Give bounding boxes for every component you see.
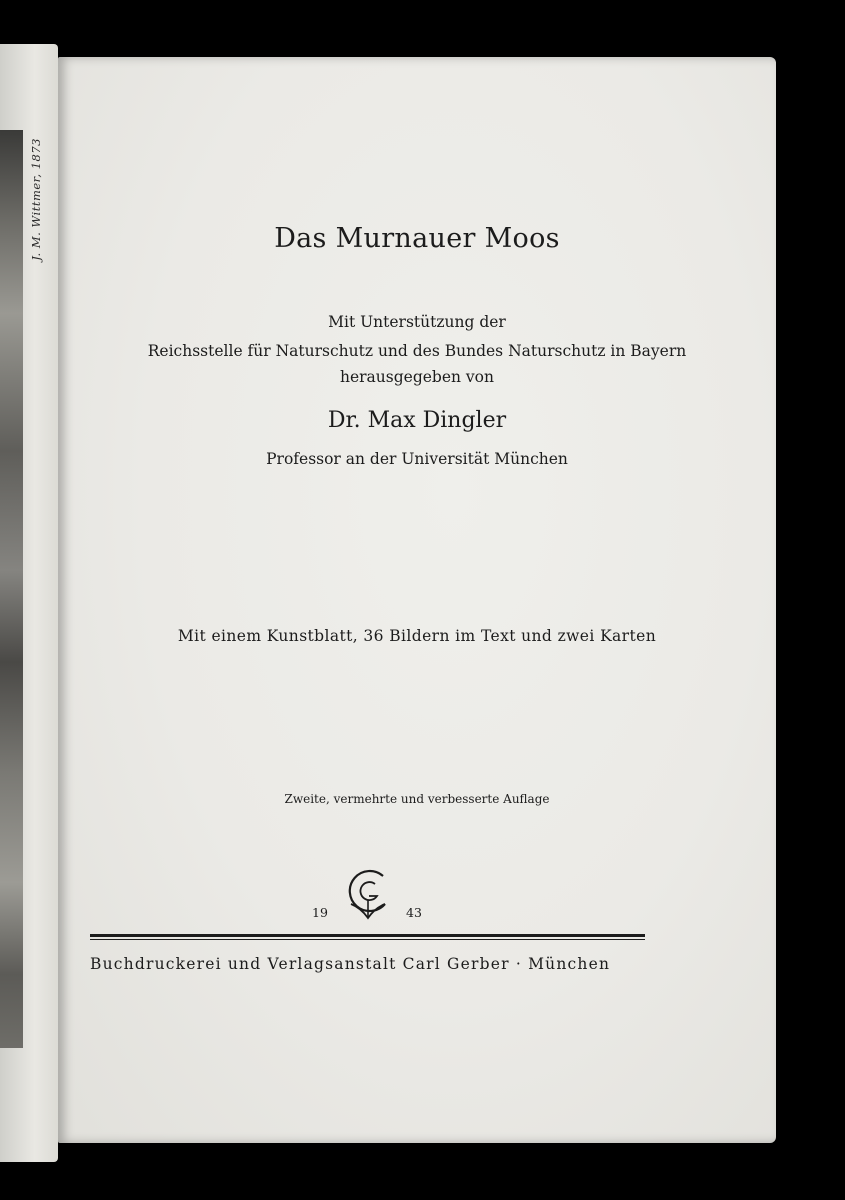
contents-note: Mit einem Kunstblatt, 36 Bildern im Text und zwei Karten — [177, 627, 657, 645]
facing-page — [0, 44, 58, 1162]
art-plate-image — [0, 130, 23, 1048]
title-page — [58, 57, 776, 1143]
plate-credit: J. M. Wittmer, 1873 — [29, 138, 43, 261]
editor-name: Dr. Max Dingler — [327, 408, 507, 433]
editor-role: Professor an der Universität München — [266, 450, 568, 468]
double-rule-thick — [90, 934, 645, 937]
edition-note: Zweite, vermehrte und verbesserte Auflage — [284, 792, 550, 806]
year-right: 43 — [406, 905, 422, 920]
year-left: 19 — [312, 905, 328, 920]
publisher-logo-icon — [339, 864, 397, 922]
support-line-3: herausgegeben von — [339, 368, 494, 386]
support-line-1: Mit Unterstützung der — [328, 313, 506, 331]
support-line-2: Reichsstelle für Naturschutz und des Bundes Naturschutz in Bayern — [147, 342, 687, 360]
publisher-line: Buchdruckerei und Verlagsanstalt Carl Gerber · München — [90, 955, 611, 973]
book-title: Das Murnauer Moos — [274, 223, 560, 254]
double-rule-thin — [90, 939, 645, 940]
